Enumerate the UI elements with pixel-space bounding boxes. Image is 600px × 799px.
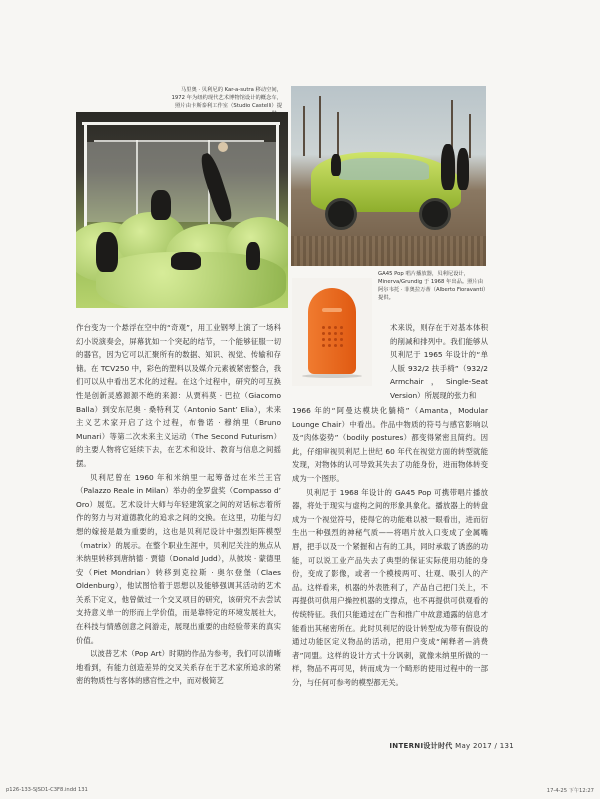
paragraph: 1966 年的“阿曼达模块化躺椅”（Amanta，Modular Lounge Chair）中看出。作品中物质的符号与感官影响以及“肉体姿势”（bodily postures）都变得紧密且简约。因此，仔细审视贝利尼上世纪 60 年代在视觉方面的转型就能发现，对物体的认可导致其失去了功能身份，进而物体转变成为一个图形。 — [292, 406, 488, 483]
right-column — [292, 404, 488, 689]
folio — [389, 741, 514, 751]
car-photo — [291, 86, 486, 266]
caption-installation: 马里奥 · 贝利尼的 Kar-a-sutra 移动空间，1972 年为纽约现代艺术博物馆设计的概念车，照片由卡斯泰利工作室（Studio Castelli）提 — [171, 87, 282, 109]
paragraph: 以波普艺术（Pop Art）时期的作品为参考，我们可以清晰地看到，有能力创造差异的交叉关系存在于艺术家所追求的紧密的物质性与客体的感官性之中，而对极简艺 — [76, 649, 281, 686]
magazine-name: INTERNI设计时代 — [389, 742, 453, 750]
paragraph: 贝利尼曾在 1960 年和米纳里一起筹备过在米兰王宫（Palazzo Reale in Milan）举办的金罗盘奖（Compasso d’ Oro）展览。艺术设计大师与年轻建筑家之间的对话标志着所作的努力与对道德教化的追求之间的交换。在这里，功能与幻想的嫁接是最为重要的，这也是贝利尼设计中强烈矩阵模型（matrix）的展示。在整个职业生涯中，贝利尼关注的焦点从米纳里转移到唐纳德 · 贾德（Donald Judd），从彼埃 · 蒙德里安（Piet Mondrian）转移到克拉斯 · 奥尔登堡（Claes Oldenburg），他试图恰着于思想以及能够强调其活动的艺术关系下定义，他曾做过一个交叉项目的研究，该研究不去尝试支持意义单一的形而上学价值，而是靠特定的环境发展社大，在科技与情感创意之间游走，展现出重要的由经验带来的真实价值。 — [76, 472, 281, 645]
paragraph: 贝利尼于 1968 年设计的 GA45 Pop 可携带唱片播放器，将处于现实与虚构之间的形象具象化。播放器上的转盘成为一个视觉符号，使得它的功能难以被一眼看出，进而衍生出一种强烈的神秘气质——将唱片放入口变成了金属嘴唇，把手以及一个紧握和占有的工具，同时承载了诱惑的功能，可以说工业产品失去了典型的保证实际使用功能的身份，变成了影像，或者一个模棱两可、壮观、吸引人的产品。这样看来，机器的外表胜利了，产品自己把门关上，不再提供可供用户操控机器的支撑点，也不再提供可供观看的传统特征。我们只能通过在广告和推广中故意通露的信息才能看出其秘密所在。此时贝利尼的设计转型成为带有假设的通过功能区定义物品的活动，把用户变成“阐释者—消费者”同盟。这样的设计方式十分讽刺，就像未纳里所做的一样，物品不再可见，转而成为一个畸形的使用过程中的一部分，与任何可参考的模型都无关。 — [292, 487, 488, 687]
radio-photo — [292, 278, 372, 386]
paragraph: 术来说，则存在于对基本体积的削减和排列中。我们能够从贝利尼于 1965 年设计的“单人版 932/2 扶手椅”（932/2 Armchair，Single-Seat Version）所展现的张力和 — [390, 323, 488, 400]
installation-photo — [76, 112, 288, 308]
right-column-top — [390, 321, 488, 403]
slug-file: p126-133-SJSD1-C3F8.indd 131 — [6, 787, 88, 793]
slug-stamp: 17-4-25 下午12:27 — [546, 788, 594, 794]
left-column — [76, 321, 281, 688]
page-number: May 2017 / 131 — [455, 742, 514, 750]
paragraph: 作台变为一个悬浮在空中的“奇观”，用工业钢琴上演了一场科幻小说演奏会，屏幕犹如一个突起的结节，一个能够征服一切的器官，因为它可以汇聚所有的数据、知识、视觉、传输和存储。在 TCV250 中，彩色的塑料以及媒介元素被紧密整合，我们可以从中看出艺术化的过程。在这个过程中，研究的可互换性是创新灵感源源不绝的来源：从贾科莫 · 巴拉（Giacomo Balla）到安东尼奥 · 桑特利艾（Antonio Sant’ Elia），未来主义艺术家开启了这个过程，布鲁诺 · 穆纳里（Bruno Munari）等第二次未来主义运动（The Second Futurism）的主要人物将它延续下去，在艺术和设计、教育与信息之间摇摆。 — [76, 323, 281, 468]
caption-radio: GA45 Pop 唱片播放器，贝利尼设计，Minerva/Grundig 于 1968 年出品。照片由阿尔韦托 · 菲奥拉万蒂（Alberto Fioravanti）提供。 — [378, 271, 486, 301]
